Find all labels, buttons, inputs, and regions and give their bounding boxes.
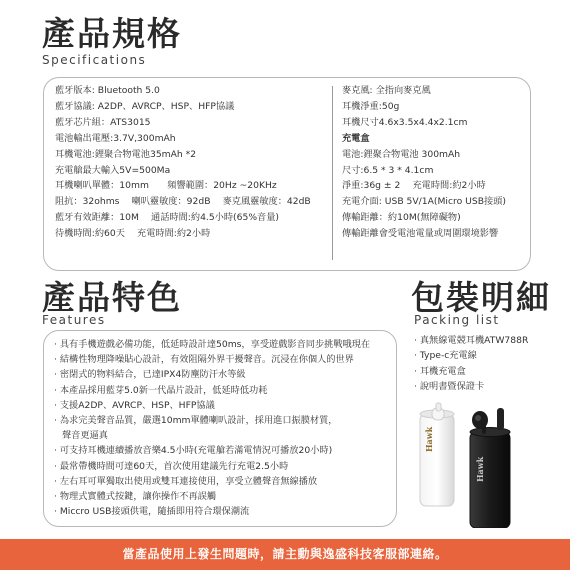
- spec-line: 耳機喇叭單體：10mm 頻響範圍：20Hz ~20KHz: [55, 180, 277, 192]
- features-title: 產品特色: [42, 278, 182, 317]
- spec-line: 傳輸距離：約10M(無障礙物): [342, 212, 461, 224]
- brand-logo-white: Hawk: [424, 426, 434, 452]
- white-charging-case: [420, 403, 454, 506]
- spec-line: 尺寸:6.5 * 3 * 4.1cm: [342, 164, 434, 176]
- packing-item: · 耳機充電盒: [414, 365, 466, 377]
- spec-line: 藍牙版本: Bluetooth 5.0: [55, 85, 160, 96]
- spec-line: 充電艙最大輸入5V=500Ma: [55, 164, 171, 176]
- spec-section-heading: 充電盒: [342, 132, 370, 144]
- spec-line: 藍牙芯片組：ATS3015: [55, 116, 151, 128]
- features-list: [54, 337, 370, 519]
- features-subtitle: Features: [42, 313, 106, 327]
- spec-line: 充電介面: USB 5V/1A(Micro USB接頭): [342, 196, 506, 208]
- spec-line: 電池:鋰聚合物電池 300mAh: [342, 148, 461, 160]
- product-image: [412, 398, 534, 528]
- feature-item: · 物理式實體式按鍵，讓你操作不再誤觸: [54, 491, 217, 503]
- specs-column-divider: [332, 86, 333, 260]
- packing-item: · 說明書暨保證卡: [414, 380, 485, 392]
- feature-item: · 為求完美聲音品質，嚴選10mm單體喇叭設計，採用進口振膜材質，: [54, 415, 338, 427]
- feature-item: · 密閉式的物料結合，已達IPX4防塵防汗水等級: [54, 369, 246, 381]
- feature-item: · 可支持耳機連續播放音樂4.5小時(充電艙若滿電情況可播放20小時): [54, 445, 333, 457]
- spec-line: 電池輸出電壓:3.7V,300mAh: [55, 132, 176, 144]
- page-title: 產品規格: [42, 14, 182, 53]
- spec-line: 待機時間:約60天 充電時間:約2小時: [55, 228, 211, 240]
- spec-line: 耳機尺寸4.6x3.5x4.4x2.1cm: [342, 116, 468, 128]
- packing-item: · 真無線電競耳機ATW788R: [414, 335, 529, 346]
- feature-item: · 具有手機遊戲必備功能，低延時設計達50ms，享受遊戲影音同步挑戰哦現在: [54, 339, 371, 350]
- feature-item: 聲音更逼真: [62, 430, 108, 442]
- support-banner: 當產品使用上發生問題時，請主動與逸盛科技客服部連絡。: [0, 539, 570, 570]
- feature-item: · 本產品採用藍芽5.0新一代晶片設計，低延時低功耗: [54, 384, 268, 396]
- spec-line: 阻抗：32ohms 喇叭靈敏度：92dB 麥克風靈敏度：42dB: [55, 196, 311, 208]
- spec-line: 傳輸距離會受電池電量或周圍環境影響: [342, 228, 499, 240]
- feature-item: · 支援A2DP、AVRCP、HSP、HFP協議: [54, 399, 215, 411]
- spec-line: 藍牙有效距離：10M 通話時間:約4.5小時(65%音量): [55, 212, 280, 224]
- feature-item: · 最常帶機時間可達60天，首次使用建議先行充電2.5小時: [54, 460, 289, 472]
- feature-item: · Miccro USB接頭供電，隨插即用符合環保潮流: [54, 506, 250, 518]
- spec-line: 藍牙協議: A2DP、AVRCP、HSP、HFP協議: [55, 100, 235, 112]
- feature-item: · 結構性物理降噪貼心設計，有效阻隔外界干擾聲音。沉浸在你個人的世界: [54, 354, 354, 366]
- packing-title: 包裝明細: [411, 278, 551, 317]
- feature-item: · 左右耳可單獨取出使用或雙耳連接使用，享受立體聲音無線播放: [54, 475, 318, 487]
- packing-list: [414, 333, 528, 394]
- features-panel: [43, 330, 397, 527]
- packing-item: · Type-c充電線: [414, 350, 477, 362]
- spec-line: 淨重:36g ± 2 充電時間:約2小時: [342, 180, 486, 192]
- brand-logo-black: Hawk: [475, 456, 485, 482]
- specs-left-column: [55, 83, 311, 242]
- packing-subtitle: Packing list: [414, 313, 500, 327]
- spec-line: 麥克風: 全指向麥克風: [342, 85, 431, 96]
- page-subtitle: Specifications: [42, 53, 147, 67]
- spec-line: 耳機電池:鋰聚合物電池35mAh *2: [55, 148, 197, 160]
- specs-right-column: [342, 83, 506, 242]
- specs-panel: [43, 77, 531, 271]
- spec-line: 耳機淨重:50g: [342, 100, 400, 112]
